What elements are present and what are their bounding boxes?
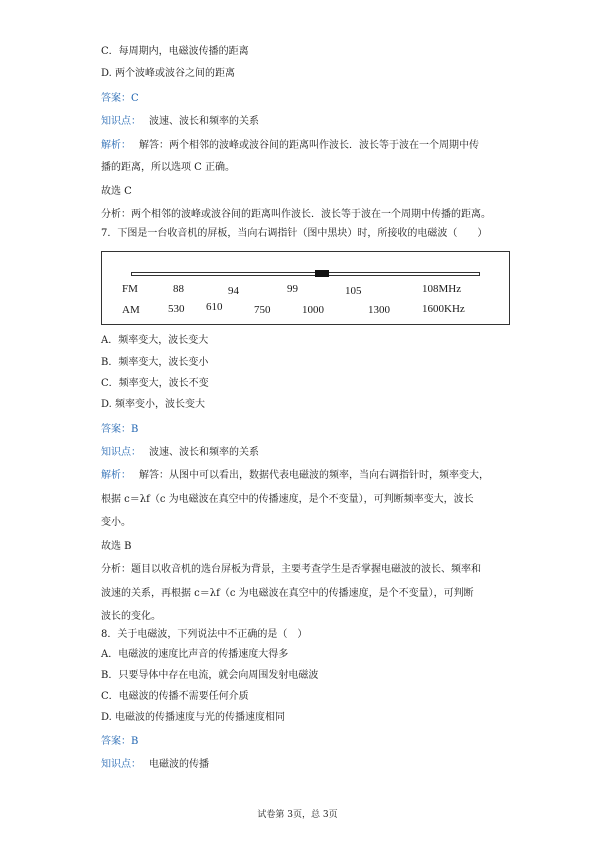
q7-fenxi-line-2: 波速的关系，再根据 c＝λf（c 为电磁波在真空中的传播速度，是个不变量），可判断 [101, 588, 474, 599]
analysis-text: 解答：两个相邻的波峰或波谷间的距离叫作波长．波长等于波在一个周期中传 [139, 140, 479, 151]
knowledge-label: 知识点： [101, 759, 141, 770]
q8-question: 8．关于电磁波，下列说法中不正确的是（ ） [101, 629, 308, 640]
fm-label: FM [122, 283, 138, 295]
knowledge-value: 波速、波长和频率的关系 [149, 447, 259, 458]
fm-tick: 94 [228, 285, 239, 297]
fm-tick: 108MHz [422, 283, 462, 295]
q7-analysis-line-2: 根据 c＝λf（c 为电磁波在真空中的传播速度，是个不变量），可判断频率变大，波长 [101, 494, 474, 505]
am-label: AM [122, 304, 140, 316]
radio-dial-figure [101, 251, 510, 325]
q8-knowledge [101, 758, 209, 772]
q7-fenxi-line-1: 分析：题目以收音机的选台屏板为背景，主要考查学生是否掌握电磁波的波长、频率和 [101, 564, 481, 575]
answer-value: B [131, 736, 139, 747]
analysis-label: 解析： [101, 470, 131, 481]
fm-tick: 88 [173, 283, 184, 295]
q6-analysis-line-2: 播的距离，所以选项 C 正确。 [101, 162, 236, 173]
fm-tick: 99 [287, 283, 298, 295]
am-tick: 1000 [302, 304, 324, 316]
am-tick: 750 [254, 304, 271, 316]
q6-option-d: D. 两个波峰或波谷之间的距离 [101, 68, 236, 79]
dial-pointer [315, 270, 329, 277]
q7-analysis-line-1 [101, 469, 489, 483]
am-tick: 530 [168, 303, 185, 315]
am-tick: 1600KHz [422, 303, 465, 315]
analysis-label: 解析： [101, 140, 131, 151]
q8-option-a: A．电磁波的速度比声音的传播速度大得多 [101, 649, 289, 660]
knowledge-value: 电磁波的传播 [149, 759, 209, 770]
page-footer: 试卷第 3页，总 3页 [257, 810, 338, 820]
answer-value: B [131, 424, 139, 435]
q7-option-c: C．频率变大，波长不变 [101, 378, 209, 389]
answer-label: 答案： [101, 424, 131, 435]
q8-option-c: C．电磁波的传播不需要任何介质 [101, 691, 249, 702]
q7-option-a: A．频率变大，波长变大 [101, 335, 209, 346]
q8-option-d: D. 电磁波的传播速度与光的传播速度相同 [101, 712, 286, 723]
answer-value: C [131, 93, 139, 104]
q7-fenxi-line-3: 波长的变化。 [101, 611, 161, 622]
knowledge-label: 知识点： [101, 447, 141, 458]
q7-analysis-line-3: 变小。 [101, 517, 131, 528]
answer-label: 答案： [101, 736, 131, 747]
q7-option-d: D. 频率变小，波长变大 [101, 399, 206, 410]
q8-option-b: B．只要导体中存在电流，就会向周围发射电磁波 [101, 670, 319, 681]
am-tick: 610 [206, 301, 223, 313]
knowledge-label: 知识点： [101, 116, 141, 127]
q8-answer [101, 735, 138, 749]
q7-choose: 故选 B [101, 541, 132, 552]
am-tick: 1300 [368, 304, 390, 316]
q7-knowledge [101, 446, 259, 460]
analysis-text: 解答：从图中可以看出，数据代表电磁波的频率，当向右调指针时，频率变大， [139, 470, 489, 481]
q7-question: 7．下图是一台收音机的屏板，当向右调指针（图中黑块）时，所接收的电磁波（ ） [101, 228, 488, 239]
q6-analysis-line-1 [101, 139, 479, 153]
q6-answer [101, 92, 139, 106]
q6-choose: 故选 C [101, 186, 132, 197]
q6-option-c: C．每周期内，电磁波传播的距离 [101, 46, 249, 57]
q6-fenxi: 分析：两个相邻的波峰或波谷间的距离叫作波长．波长等于波在一个周期中传播的距离。 [101, 209, 491, 220]
knowledge-value: 波速、波长和频率的关系 [149, 116, 259, 127]
q6-knowledge [101, 115, 259, 129]
fm-tick: 105 [345, 285, 362, 297]
q7-option-b: B．频率变大，波长变小 [101, 357, 209, 368]
dial-track [131, 272, 480, 276]
answer-label: 答案： [101, 93, 131, 104]
q7-answer [101, 423, 138, 437]
